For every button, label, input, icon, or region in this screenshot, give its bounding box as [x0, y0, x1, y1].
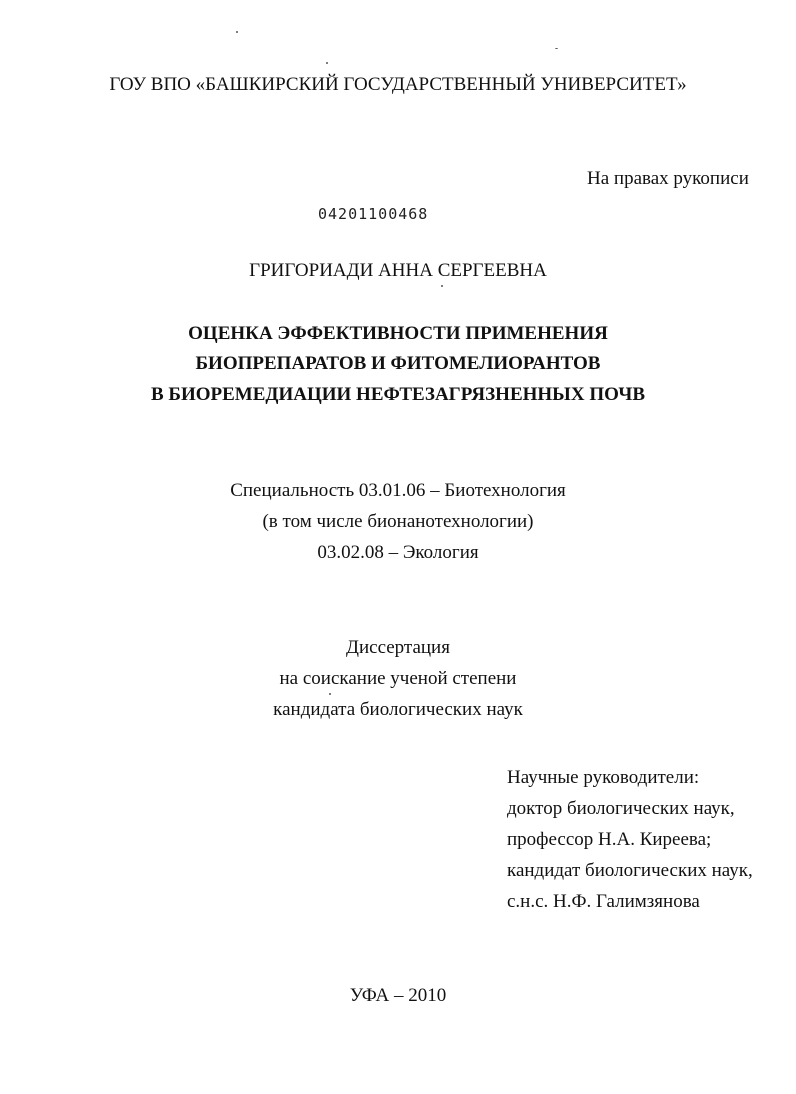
- scan-speck: [326, 62, 328, 64]
- supervisor-2-degree: кандидат биологических наук,: [507, 860, 753, 881]
- title-line-3: В БИОРЕМЕДИАЦИИ НЕФТЕЗАГРЯЗНЕННЫХ ПОЧВ: [150, 384, 646, 405]
- scan-speck: [329, 693, 331, 695]
- registration-number: 04201100468: [318, 205, 429, 223]
- supervisor-1-name: профессор Н.А. Киреева;: [507, 829, 712, 850]
- dissertation-label: Диссертация: [346, 637, 450, 658]
- title-line-1: ОЦЕНКА ЭФФЕКТИВНОСТИ ПРИМЕНЕНИЯ: [188, 323, 608, 344]
- university-name: ГОУ ВПО «БАШКИРСКИЙ ГОСУДАРСТВЕННЫЙ УНИВЕРСИТЕТ»: [109, 74, 687, 95]
- specialty-line-3: 03.02.08 – Экология: [317, 542, 479, 563]
- scan-speck: [441, 285, 443, 287]
- manuscript-rights: На правах рукописи: [587, 168, 749, 189]
- supervisor-2-name: с.н.с. Н.Ф. Галимзянова: [507, 891, 700, 912]
- supervisor-1-degree: доктор биологических наук,: [507, 798, 735, 819]
- author-name: ГРИГОРИАДИ АННА СЕРГЕЕВНА: [249, 260, 547, 281]
- supervisors-heading: Научные руководители:: [507, 767, 700, 788]
- specialty-line-2: (в том числе бионанотехнологии): [262, 511, 534, 532]
- city-year: УФА – 2010: [349, 985, 447, 1006]
- scan-speck: [555, 48, 558, 49]
- specialty-line-1: Специальность 03.01.06 – Биотехнология: [230, 480, 566, 501]
- degree-line: на соискание ученой степени: [279, 668, 517, 689]
- scan-speck: [236, 31, 238, 33]
- title-line-2: БИОПРЕПАРАТОВ И ФИТОМЕЛИОРАНТОВ: [195, 353, 601, 374]
- degree-field-line: кандидата биологических наук: [273, 699, 523, 720]
